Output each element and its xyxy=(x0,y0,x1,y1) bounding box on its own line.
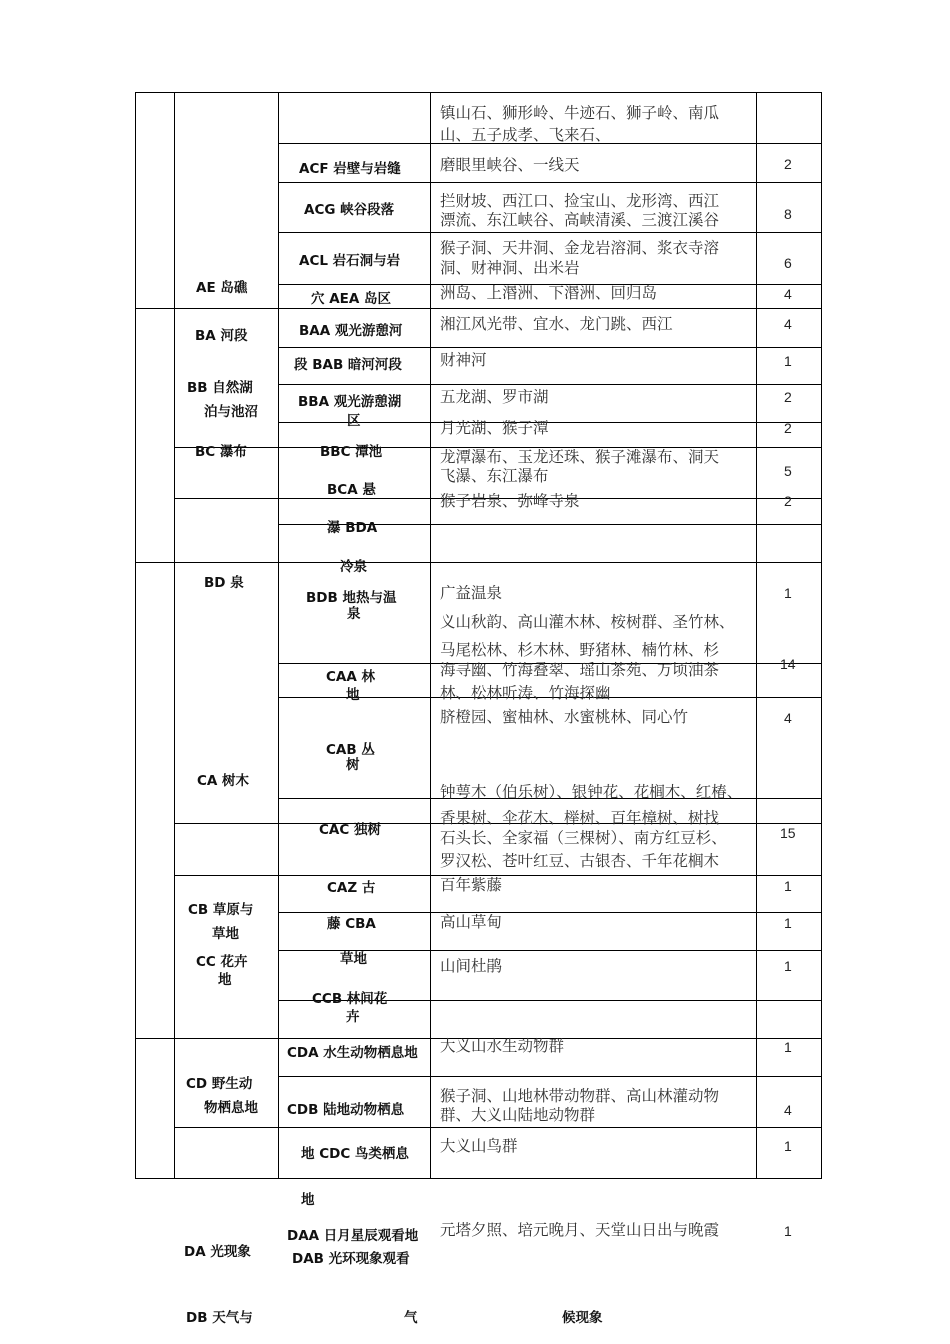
content-acg-l2: 漂流、东江峡谷、高峡清溪、三渡江溪谷 xyxy=(440,211,720,229)
count-bda: 2 xyxy=(784,493,792,509)
sub-ccb-line1: CCB 林间花 xyxy=(312,991,388,1007)
content-cdb-l1: 猴子洞、山地林带动物群、高山林灌动物 xyxy=(440,1087,720,1105)
sub-cab-line2: 树 xyxy=(346,757,360,773)
sub-dab: DAB 光环现象观看 xyxy=(292,1251,410,1267)
content-bdb: 广益温泉 xyxy=(440,584,503,602)
count-cab: 4 xyxy=(784,710,792,726)
content-caz: 百年紫藤 xyxy=(440,876,503,894)
sub-baa: BAA 观光游憩河 xyxy=(299,323,403,339)
sub-acf: ACF 岩壁与岩缝 xyxy=(299,161,401,177)
sub-bdb-line1: BDB 地热与温 xyxy=(306,590,397,606)
content-caa-l1: 海寻幽、竹海叠翠、瑶山茶苑、万顷油茶 xyxy=(440,661,720,679)
sub-caa-line1: CAA 林 xyxy=(326,669,376,685)
content-bca-l1: 龙潭瀑布、玉龙还珠、猴子滩瀑布、洞天 xyxy=(440,448,720,466)
count-cac: 15 xyxy=(780,825,796,841)
sub-cdc: 地 CDC 鸟类栖息 xyxy=(301,1146,409,1162)
count-bab: 1 xyxy=(784,353,792,369)
sub-acl: ACL 岩石洞与岩 xyxy=(299,253,401,269)
content-forest-l1: 义山秋韵、高山灌木林、桉树群、圣竹林、 xyxy=(440,613,735,631)
content-row0-l1: 镇山石、狮形岭、牛迹石、狮子岭、南瓜 xyxy=(440,104,720,122)
sub-bba-line1: BBA 观光游憩湖 xyxy=(298,394,402,410)
content-acl-l1: 猴子洞、天井洞、金龙岩溶洞、浆衣寺溶 xyxy=(440,239,720,257)
content-da: 元塔夕照、培元晚月、天堂山日出与晚霞 xyxy=(440,1221,720,1239)
count-cbb: 1 xyxy=(784,958,792,974)
count-acf: 2 xyxy=(784,156,792,172)
category-bc: BC 瀑布 xyxy=(195,444,247,460)
count-bca: 5 xyxy=(784,463,792,479)
content-cdc: 大义山鸟群 xyxy=(440,1137,518,1155)
content-forest-l2: 马尾松林、杉木林、野猪林、楠竹林、杉 xyxy=(440,641,720,659)
content-cba: 高山草甸 xyxy=(440,913,503,931)
count-aea: 4 xyxy=(784,286,792,302)
count-acl: 6 xyxy=(784,255,792,271)
category-ca: CA 树木 xyxy=(197,773,250,789)
category-db: DB 天气与 xyxy=(186,1310,253,1326)
sub-cda: CDA 水生动物栖息地 xyxy=(287,1045,418,1061)
sub-bdb-line2: 泉 xyxy=(347,606,361,622)
count-bdb: 1 xyxy=(784,585,792,601)
content-bab: 财神河 xyxy=(440,351,487,369)
category-ae: AE 岛礁 xyxy=(196,280,248,296)
content-cda: 大义山水生动物群 xyxy=(440,1037,565,1055)
category-cb-line2: 草地 xyxy=(212,926,239,942)
sub-caa-line2: 地 xyxy=(346,687,360,703)
content-caa-l2: 林、松林听涛、竹海探幽 xyxy=(440,684,611,702)
content-bda: 猴子岩泉、弥峰寺泉 xyxy=(440,492,580,510)
count-caa: 14 xyxy=(780,656,796,672)
content-bbc: 月光湖、猴子潭 xyxy=(440,419,549,437)
content-cbb: 山间杜鹃 xyxy=(440,957,503,975)
count-cdc: 1 xyxy=(784,1138,792,1154)
sub-bca: BCA 悬 xyxy=(327,482,376,498)
content-cac-l2: 罗汉松、苍叶红豆、古银杏、千年花榈木 xyxy=(440,852,720,870)
count-baa: 4 xyxy=(784,316,792,332)
content-bca-l2: 飞瀑、东江瀑布 xyxy=(440,467,549,485)
content-cac-l1: 石头长、全家福（三棵树）、南方红豆杉、 xyxy=(440,829,727,847)
content-aea: 洲岛、上湣洲、下湣洲、回归岛 xyxy=(440,284,658,302)
count-bba: 2 xyxy=(784,389,792,405)
sub-cac: CAC 独树 xyxy=(319,822,381,838)
count-cda: 1 xyxy=(784,1039,792,1055)
content-cdb-l2: 群、大义山陆地动物群 xyxy=(440,1106,596,1124)
count-cdb: 4 xyxy=(784,1102,792,1118)
category-bb-line2: 泊与池沼 xyxy=(204,404,258,420)
category-ba: BA 河段 xyxy=(195,328,248,344)
sub-daa: DAA 日月星辰观看地 xyxy=(287,1228,419,1244)
content-acl-l2: 洞、财神洞、出米岩 xyxy=(440,259,580,277)
sub-bab: 段 BAB 暗河河段 xyxy=(294,357,402,373)
trailing-qi: 气 xyxy=(404,1310,418,1326)
sub-cba: 藤 CBA xyxy=(327,916,376,932)
category-da: DA 光现象 xyxy=(184,1244,251,1260)
content-trees-l1: 钟萼木（伯乐树）、银钟花、花榈木、红椿、 xyxy=(440,783,743,801)
content-cab: 脐橙园、蜜柚林、水蜜桃林、同心竹 xyxy=(440,708,689,726)
category-cb-line1: CB 草原与 xyxy=(188,902,254,918)
sub-caz: CAZ 古 xyxy=(327,880,376,896)
category-cc-line2: 地 xyxy=(218,972,232,988)
content-acg-l1: 拦财坡、西江口、捡宝山、龙形湾、西江 xyxy=(440,192,720,210)
sub-cdb: CDB 陆地动物栖息 xyxy=(287,1102,405,1118)
category-bd: BD 泉 xyxy=(204,575,244,591)
count-bbc: 2 xyxy=(784,420,792,436)
sub-ccb-line2: 卉 xyxy=(346,1009,360,1025)
sub-cab-line1: CAB 丛 xyxy=(326,742,375,758)
sub-bda-cold: 冷泉 xyxy=(340,559,367,575)
sub-bda: 瀑 BDA xyxy=(327,520,378,536)
category-cc-line1: CC 花卉 xyxy=(196,954,248,970)
content-acf: 磨眼里峡谷、一线天 xyxy=(440,156,580,174)
count-caz: 1 xyxy=(784,878,792,894)
content-trees-l2: 香果树、伞花木、榉树、百年樟树、树找 xyxy=(440,809,720,827)
category-cd-line1: CD 野生动 xyxy=(186,1076,253,1092)
trailing-houxianxiang: 候现象 xyxy=(562,1310,603,1326)
sub-bba-line2: 区 xyxy=(347,413,361,429)
sub-bbc: BBC 潭池 xyxy=(320,444,383,460)
category-cd-line2: 物栖息地 xyxy=(204,1100,258,1116)
content-row0-l2: 山、五子成孝、飞来石、 xyxy=(440,126,611,144)
sub-acg: ACG 峡谷段落 xyxy=(304,202,395,218)
content-bba: 五龙湖、罗市湖 xyxy=(440,388,549,406)
count-acg: 8 xyxy=(784,206,792,222)
category-bb-line1: BB 自然湖 xyxy=(187,380,253,396)
count-da: 1 xyxy=(784,1223,792,1239)
content-baa: 湘江风光带、宜水、龙门跳、西江 xyxy=(440,315,673,333)
trailing-di: 地 xyxy=(301,1192,315,1208)
count-cba: 1 xyxy=(784,915,792,931)
sub-aea: 穴 AEA 岛区 xyxy=(311,291,392,307)
sub-cba-grass: 草地 xyxy=(340,951,367,967)
